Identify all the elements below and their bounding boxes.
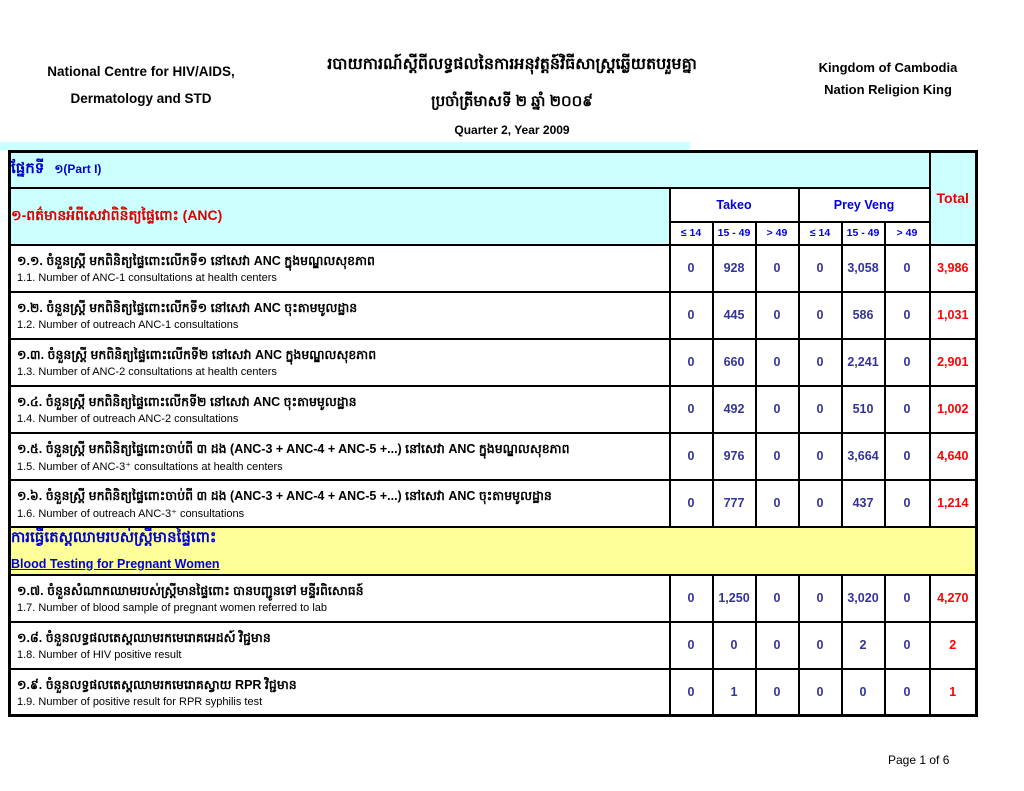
report-table: [8, 150, 978, 717]
data-cell: 0: [885, 669, 930, 716]
data-cell: 0: [670, 292, 713, 339]
table-row: [10, 245, 977, 292]
data-cell: 0: [885, 433, 930, 480]
data-cell: 0: [670, 669, 713, 716]
table-row: [10, 386, 977, 433]
row-title-khmer: ១.៤. ចំនួនស្ត្រី មកពិនិត្យផ្ទៃពោះលើកទី២ នៅសេវា ANC ចុះតាមមូលដ្ឋាន: [17, 395, 357, 409]
row-label-cell: [10, 292, 670, 339]
row-title-khmer: ១.៧. ចំនួនសំណាកឈាមរបស់ស្ត្រីមានផ្ទៃពោះ បានបញ្ជូនទៅ មន្ទីរពិសោធន៍: [17, 584, 364, 598]
row-title-english: 1.4. Number of outreach ANC-2 consultations: [17, 413, 239, 425]
data-cell: 510: [842, 386, 885, 433]
row-title-english: 1.2. Number of outreach ANC-1 consultations: [17, 319, 239, 331]
row-title-english: 1.6. Number of outreach ANC-3⁺ consultations: [17, 507, 245, 520]
data-cell: 1: [713, 669, 756, 716]
data-cell: 0: [756, 245, 799, 292]
org-name-line2: Dermatology and STD: [70, 91, 212, 106]
data-cell: 0: [756, 339, 799, 386]
age-group-header: ≤ 14: [670, 222, 713, 245]
total-cell: 4,640: [930, 433, 977, 480]
data-cell: 0: [885, 480, 930, 527]
section-anc-header: ១-ពត៌មានអំពីសេវាពិនិត្យផ្ទៃពោះ (ANC): [10, 188, 670, 245]
total-cell: 1: [930, 669, 977, 716]
age-group-header: > 49: [756, 222, 799, 245]
row-label-cell: [10, 669, 670, 716]
data-cell: 0: [670, 433, 713, 480]
table-row: [10, 575, 977, 622]
data-cell: 0: [670, 339, 713, 386]
row-label-cell: [10, 245, 670, 292]
data-cell: 0: [885, 386, 930, 433]
row-title-english: 1.8. Number of HIV positive result: [17, 649, 182, 661]
data-cell: 0: [756, 292, 799, 339]
table-row: [10, 339, 977, 386]
row-title-english: 1.1. Number of ANC-1 consultations at health centers: [17, 272, 277, 284]
part-header-row: [10, 152, 977, 188]
data-cell: 0: [799, 575, 842, 622]
row-title-khmer: ១.៥. ចំនួនស្ត្រី មកពិនិត្យផ្ទៃពោះចាប់ពី ៣ ដង (ANC-3 + ANC-4 + ANC-5 +...) នៅសេវា ANC ក្នុងមណ្ឌលសុខភាព: [17, 441, 570, 456]
org-name: [36, 58, 246, 112]
total-cell: 1,214: [930, 480, 977, 527]
row-title-khmer: ១.៣. ចំនួនស្ត្រី មកពិនិត្យផ្ទៃពោះលើកទី២ នៅសេវា ANC ក្នុងមណ្ឌលសុខភាព: [17, 348, 377, 362]
data-cell: 2,241: [842, 339, 885, 386]
data-cell: 0: [799, 245, 842, 292]
total-cell: 4,270: [930, 575, 977, 622]
age-group-header: 15 - 49: [713, 222, 756, 245]
data-cell: 0: [756, 386, 799, 433]
row-title-khmer: ១.៨. ចំនួនលទ្ធផលតេស្តឈាមរកមេរោគអេដស៍ វិជ្ជមាន: [17, 631, 271, 645]
blood-testing-section: [10, 527, 977, 575]
data-cell: 0: [885, 575, 930, 622]
report-quarter-khmer: ប្រចាំត្រីមាសទី ២ ឆ្នាំ ២០០៩: [431, 93, 593, 110]
data-cell: 777: [713, 480, 756, 527]
total-cell: 1,031: [930, 292, 977, 339]
data-cell: 3,664: [842, 433, 885, 480]
province-header-prey-veng: Prey Veng: [799, 188, 930, 222]
kingdom-line2: Nation Religion King: [824, 82, 952, 97]
data-cell: 660: [713, 339, 756, 386]
row-title-khmer: ១.៩. ចំនួនលទ្ធផលតេស្តឈាមរកមេរោគស្វាយ RPR វិជ្ជមាន: [17, 677, 297, 692]
row-label-cell: [10, 433, 670, 480]
data-cell: 0: [756, 622, 799, 669]
data-cell: 0: [670, 245, 713, 292]
table-row: [10, 669, 977, 716]
data-cell: 0: [799, 339, 842, 386]
age-group-header: > 49: [885, 222, 930, 245]
data-cell: 586: [842, 292, 885, 339]
data-cell: 0: [885, 245, 930, 292]
data-cell: 976: [713, 433, 756, 480]
row-label-cell: [10, 339, 670, 386]
total-cell: 2: [930, 622, 977, 669]
data-cell: 0: [885, 339, 930, 386]
report-quarter-english: Quarter 2, Year 2009: [454, 123, 570, 137]
province-header-takeo: Takeo: [670, 188, 799, 222]
data-cell: 492: [713, 386, 756, 433]
part-label-english: ១(Part I): [54, 161, 102, 176]
blood-testing-section-row: [10, 527, 977, 575]
row-label-cell: [10, 386, 670, 433]
row-title-english: 1.3. Number of ANC-2 consultations at health centers: [17, 366, 277, 378]
data-cell: 0: [885, 622, 930, 669]
data-cell: 0: [756, 480, 799, 527]
row-title-khmer: ១.១. ចំនួនស្ត្រី មកពិនិត្យផ្ទៃពោះលើកទី១ នៅសេវា ANC ក្នុងមណ្ឌលសុខភាព: [17, 254, 375, 268]
report-title-khmer: របាយការណ៍ស្តីពីលទ្ធផលនៃការអនុវត្តន៍វិធីសាស្ត្រឆ្លើយតបរួមគ្នា: [327, 56, 697, 73]
org-name-line1: National Centre for HIV/AIDS,: [47, 64, 235, 79]
data-cell: 0: [713, 622, 756, 669]
data-cell: 0: [885, 292, 930, 339]
age-group-header: ≤ 14: [799, 222, 842, 245]
data-cell: 0: [670, 622, 713, 669]
data-cell: 2: [842, 622, 885, 669]
page-footer: Page 1 of 6: [888, 753, 950, 767]
data-cell: 0: [842, 669, 885, 716]
data-cell: 0: [756, 433, 799, 480]
table-row: [10, 433, 977, 480]
table-row: [10, 292, 977, 339]
kingdom-header: [798, 57, 978, 101]
total-cell: 3,986: [930, 245, 977, 292]
total-column-header: Total: [930, 152, 977, 245]
data-cell: 928: [713, 245, 756, 292]
data-cell: 0: [799, 386, 842, 433]
data-cell: 445: [713, 292, 756, 339]
data-cell: 3,058: [842, 245, 885, 292]
blood-section-title-khmer: ការធ្វើតេស្តឈាមរបស់ស្ត្រីមានផ្ទៃពោះ: [11, 528, 217, 546]
data-cell: 0: [799, 433, 842, 480]
data-cell: 0: [799, 622, 842, 669]
row-label-cell: [10, 480, 670, 527]
row-title-english: 1.5. Number of ANC-3⁺ consultations at health centers: [17, 460, 283, 473]
table-row: [10, 622, 977, 669]
part-label-cell: [10, 152, 930, 188]
data-cell: 0: [799, 480, 842, 527]
data-cell: 0: [799, 669, 842, 716]
data-cell: 1,250: [713, 575, 756, 622]
row-title-english: 1.9. Number of positive result for RPR syphilis test: [17, 695, 263, 708]
data-cell: 0: [670, 480, 713, 527]
report-header-center: [252, 54, 772, 137]
data-cell: 0: [799, 292, 842, 339]
row-title-khmer: ១.២. ចំនួនស្ត្រី មកពិនិត្យផ្ទៃពោះលើកទី១ នៅសេវា ANC ចុះតាមមូលដ្ឋាន: [17, 301, 358, 315]
total-cell: 2,901: [930, 339, 977, 386]
table-row: [10, 480, 977, 527]
row-title-english: 1.7. Number of blood sample of pregnant women referred to lab: [17, 602, 328, 614]
total-cell: 1,002: [930, 386, 977, 433]
data-cell: 0: [670, 575, 713, 622]
data-cell: 0: [756, 575, 799, 622]
data-cell: 3,020: [842, 575, 885, 622]
row-label-cell: [10, 622, 670, 669]
data-cell: 437: [842, 480, 885, 527]
blood-section-title-english: Blood Testing for Pregnant Women: [11, 556, 220, 571]
row-title-khmer: ១.៦. ចំនួនស្ត្រី មកពិនិត្យផ្ទៃពោះចាប់ពី ៣ ដង (ANC-3 + ANC-4 + ANC-5 +...) នៅសេវា ANC ចុះតាមមូលដ្ឋាន: [17, 488, 552, 503]
data-cell: 0: [670, 386, 713, 433]
data-cell: 0: [756, 669, 799, 716]
age-group-header: 15 - 49: [842, 222, 885, 245]
row-label-cell: [10, 575, 670, 622]
kingdom-line1: Kingdom of Cambodia: [818, 60, 958, 75]
province-header-row: [10, 188, 977, 222]
part-label-khmer: ផ្នែកទី: [11, 159, 45, 177]
